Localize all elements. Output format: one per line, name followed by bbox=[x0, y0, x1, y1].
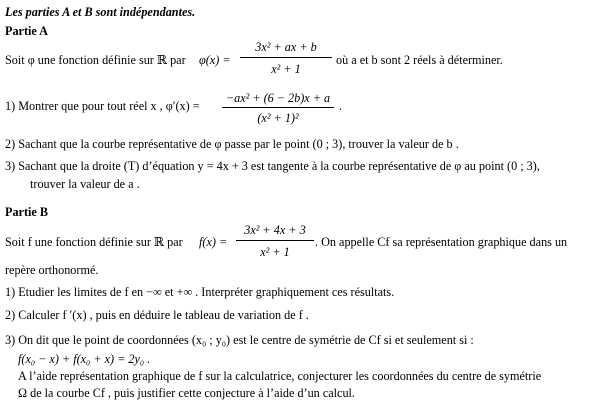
part-b-title: Partie B bbox=[5, 205, 48, 219]
part-b-intro-post: . On appelle Cf sa représentation graphique dans un bbox=[315, 235, 568, 249]
phi-numerator: 3x² + ax + b bbox=[255, 40, 317, 54]
f-lhs: f(x) = bbox=[199, 235, 228, 249]
part-a-title: Partie A bbox=[5, 24, 48, 38]
part-a-q2: 2) Sachant que la courbe représentative de φ passe par le point (0 ; 3), trouver la valeur de b . bbox=[5, 137, 459, 151]
part-b-q2: 2) Calculer f ′(x) , puis en déduire le tableau de variation de f . bbox=[5, 308, 309, 322]
phi-prime-denominator: (x² + 1)² bbox=[257, 111, 299, 125]
part-a-q1-text: 1) Montrer que pour tout réel x , φ′(x) = bbox=[5, 99, 200, 113]
part-a-intro-text: Soit φ une fonction définie sur ℝ par bbox=[5, 53, 186, 67]
part-a-intro-post: où a et b sont 2 réels à déterminer. bbox=[336, 53, 503, 67]
part-b-q3-line4: Ω de la courbe Cf , puis justifier cette conjecture à l’aide d’un calcul. bbox=[18, 386, 355, 400]
part-b-q3-line3: A l’aide représentation graphique de f sur la calculatrice, conjecturer les coordonnées du centre de symétrie bbox=[18, 369, 542, 383]
part-b-q3-line1: 3) On dit que le point de coordonnées (x₀ ; y₀) est le centre de symétrie de Cf si et seulement si : bbox=[5, 333, 474, 347]
part-b-intro-line2: repère orthonormé. bbox=[5, 263, 99, 277]
part-a-q3-line2: trouver la valeur de a . bbox=[30, 177, 140, 191]
phi-denominator: x² + 1 bbox=[271, 62, 301, 76]
phi-prime-fraction-bar bbox=[222, 107, 334, 108]
part-b-intro-text: Soit f une fonction définie sur ℝ par bbox=[5, 235, 183, 249]
f-denominator: x² + 1 bbox=[260, 245, 290, 259]
f-fraction-bar bbox=[236, 240, 314, 241]
phi-lhs: φ(x) = bbox=[199, 53, 231, 67]
phi-fraction-bar bbox=[240, 57, 332, 58]
part-a-q1-post: . bbox=[339, 99, 343, 113]
phi-prime-numerator: −ax² + (6 − 2b)x + a bbox=[225, 91, 331, 105]
f-numerator: 3x² + 4x + 3 bbox=[244, 223, 306, 237]
symmetry-formula: f(x₀ − x) + f(x₀ + x) = 2y₀ . bbox=[18, 352, 151, 366]
header-note: Les parties A et B sont indépendantes. bbox=[5, 5, 196, 19]
part-a-q3-line1: 3) Sachant que la droite (T) d’équation y = 4x + 3 est tangente à la courbe représentative de φ au point (0 ; 3), bbox=[5, 159, 540, 173]
part-b-q1: 1) Etudier les limites de f en −∞ et +∞ . Interpréter graphiquement ces résultats. bbox=[5, 285, 395, 299]
